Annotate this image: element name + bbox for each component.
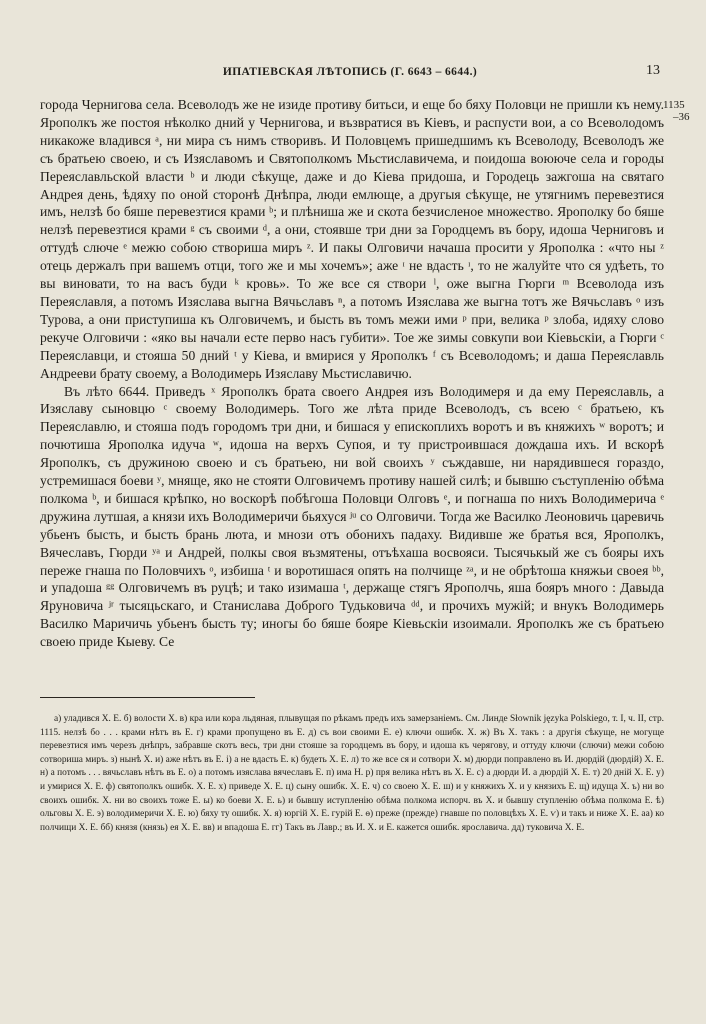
running-title: ИПАТІЕВСКАЯ ЛѢТОПИСЬ (Г. 6643 – 6644.) bbox=[222, 66, 478, 78]
footnotes-block bbox=[40, 713, 664, 835]
paragraph-year-6644: Въ лѣто 6644. Приведъ ˣ Ярополкъ брата своего Андрея изъ Володимеря и да ему Переяславль, а Изяславу сыновцю ᶜ своему Володимерь. Того же лѣта приде Всеволодъ, съ всею ᶜ братьею, къ Переяславлю, и стояша подъ городомъ три дни, и бишася у епископлихъ воротъ и въ княжихъ ʷ воротъ; и почютиша Ярополка идуча ʷ, идоша на верхъ Супоя, и ту пристроившася дождаша ихъ. И вскорѣ Ярополкъ, съ дружиною своею и съ братьею, ни вой своихъ ʸ съждавше, ни нарядившеся гораздо, устремишася боеви ʸ, мняще, яко не стояти Олговичемъ противу нашей силѣ; и бывшю съступленію обѣма полкома ᵇ, и бишася крѣпко, но воскорѣ побѣгоша Половци Олговъ ᵉ, и погнаша по нихъ Володимерича ᵉ дружина лутшая, а князи ихъ Володимеричи бьяхуся ʲᵘ со Олговичи. Тогда же Василко Леоновичь царевичь убьенъ бысть, и бысть брань люта, и мнози отъ обонихъ падаху. Видивше же братья вся, Ярополкъ, Вячеславъ, Гюрди ʸᵃ и Андрей, полкы своя възмятены, отъѣхаша восвояси. Тысячькый же съ бояры ихъ переже гнаша по Половчихъ ᵒ, избиша ᵗ и воротишася опять на полчище ᶻᵃ, и не обрѣтоша княжьи своея ᵇᵇ, и упадоша ᵍᵍ Олговичемъ въ руцѣ; и тако изимаша ᵗ, держаще стягъ Ярополчь, яша бояръ много : Давыда Яруновича ʲʳ тысяцьскаго, и Станислава Доброго Тудьковича ᵈᵈ, и прочихъ мужій; и внукъ Володимерь Василко Маричичь убьенъ бысть ту; иногы бо бяше бояре Кіевьскіи изоимали. Ярополкъ же съ братьею своею приде Кыеву. Се bbox=[40, 383, 664, 650]
chronicle-text bbox=[40, 96, 664, 651]
footnote-divider bbox=[40, 697, 255, 698]
footnotes-text: а) уладився Х. Е. б) волости Х. в) кра или кора льдяная, плывущая по рѣкамъ предъ ихъ замерзаніемъ. См. Линде Słownik języka Polskiego, т. I, ч. II, стр. 1115. нелзѣ бо . . . крами нѣтъ въ Е. г) крами пропущено въ Е. д) съ вои своими Е. е) ключи ошибк. Х. ж) Въ Х. такъ : а другія сѣкуще, не могуще перевезтися имъ черезъ днѣпръ, забравше скотъ весь, три дни стояше за городцемъ въ бору, и идоша къ черяговy, и оттуду ключи (слючи) межи собою сотвориша миръ. з) нынѣ Х. и) аже нѣтъ въ Е. і) а не вдасть Е. к) будеть Х. Е. л) то же все ся и сотвори Х. м) дюрди поправлено въ И. дюрдій (дюрдій) Х. Е. н) а потомъ . . . вячьславъ нѣтъ въ Е. о) а потомъ изяслава вячеславъ Е. п) има Н. р) пря велика нѣтъ въ Х. Е. с) а дюрди И. а дюрдій Х. Е. т) 20 дній Х. Е. у) и умирися Х. Е. ф) святополкъ ошибк. Х. Е. х) приведе Х. Е. ц) сыну ошибк. Х. Е. ч) со своею Х. Е. ш) и у княжихъ Х. и у князихъ Е. щ) идуща Х. ъ) ни во своихъ ошибк. Х. ни во своихъ тоже Е. ы) ко боеви Х. Е. ь) и бывшу иступленію обѣма полкома испорч. въ Х. и бывшу ступленію обѣма полкома Е. ѣ) ольговы Х. Е. э) володимеричи Х. Е. ю) бяху ту ошибк. Х. я) юргій Х. Е. гурій Е. ѳ) преже (прежде) гнавше по половцѣхъ Х. Е. ѵ) и такъ и ниже Х. Е. аа) ко полчищи Х. Е. бб) князя (князь) ея Х. Е. вв) и впадоша Е. гг) Такъ въ Лавр.; въ И. Х. и Е. кажется ошибк. ярославича. дд) туковича Х. Е. bbox=[40, 714, 664, 833]
page-header bbox=[40, 62, 660, 86]
margin-year-note bbox=[663, 99, 690, 123]
margin-year-end: –36 bbox=[673, 111, 690, 123]
paragraph-year-6643: города Чернигова села. Всеволодъ же не изиде противу битьси, и еще бо бяху Половци не пришли къ нему. Ярополкъ же постоя нѣколко дний у Чернигова, и възвратися въ Кіевъ, и распусти вои, а со Всеволодомъ никакоже владився ᵃ, ни мира съ нимъ створивъ. И Половцемъ пришедшимъ къ Всеволоду, Всеволодъ же съ братьею своею, и съ Изяславомъ и Святополкомъ Мьстиславичема, и поидоша воююче села и городы Переяславльской власти ᵇ и люди сѣкуще, даже и до Кіева придоша, и Городець зажгоша на святаго Андрея день, ѣдяху по оной сторонѣ Днѣпра, люди емлюще, а другыя сѣкуще, не утягнимъ перевезтися имъ, нелзѣ бо бяше перевезтися крами ᵇ; и плѣниша же и скота безчисленое множество. Ярополку бо бяше нелзѣ перевезтися крами ᵍ съ своими ᵈ, а они, стоявше три дни за Городцемъ въ бору, идоша Черниговъ и оттудѣ слюче ᵉ межю собою створиша миръ ᶻ. И пакы Олговичи начаша просити у Ярополка : «что ны ᶻ отець держалъ при вашемъ отци, того же и мы хочемъ»; аже ᶦ не вдасть ᶦ, то не жалуйте что ся удѣеть, то вы виновати, то на васъ буди ᵏ кровь». То же все ся створи ˡ, оже выгна Гюрги ᵐ Всеволода изъ Переяславля, а потомъ Изяслава выгна Вячьславъ ⁿ, а потомъ Изяслава же выгна тотъ же Вячьславъ ᵒ изъ Турова, а они приступиша къ Олговичемъ, и бысть въ томъ межи ими ᵖ при, великa ᵖ злоба, идяху слово рекуче Олговичи : «яко вы начали есте перво насъ губити». Тое же зимы совкупи вои Кіевьскіи, а Гюрги ᶜ Переяславци, и стояша 50 дний ᵗ у Кіева, и вмирися у Ярополкъ ᶠ съ Всеволодомъ; и даша Переяславль Андрееви брату своему, а Володимерь Изяславу Мьстиславичю. bbox=[40, 97, 664, 381]
page-number: 13 bbox=[646, 63, 660, 78]
margin-year-start: 1135 bbox=[663, 99, 685, 111]
